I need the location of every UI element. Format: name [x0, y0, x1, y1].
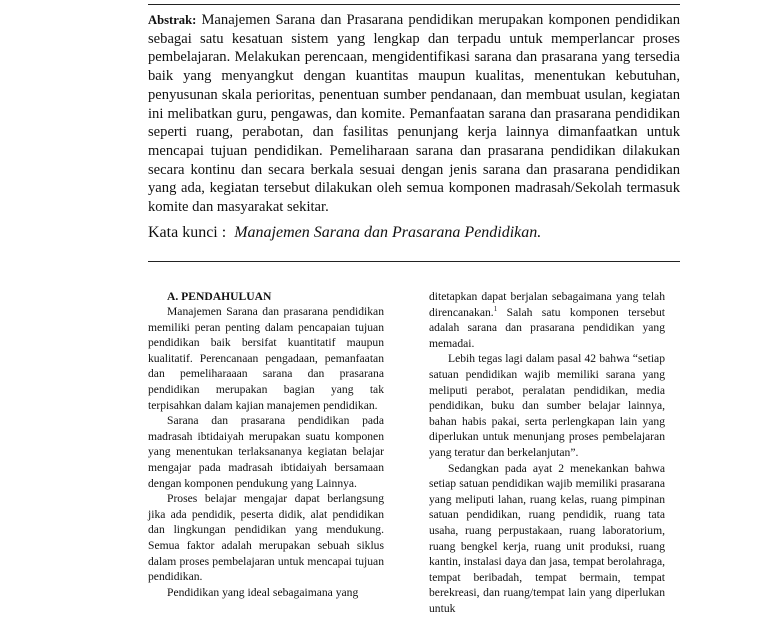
paragraph: Pendidikan yang ideal sebagaimana yang [167, 585, 359, 599]
bottom-rule [148, 261, 680, 262]
footnote-mark: 1 [493, 304, 498, 313]
paragraph: Manajemen Sarana dan prasarana pendidikan memiliki peran penting dalam pencapaian tujuan pendidikan baik bersifat kuantitatif maupun kualitatif. Perencanaan pengadaan, pemanfaatan dan pemeliharaaan sarana dan prasarana pendidikan merupakan bagian yang tak terpisahkan dalam kajian manajemen pendidikan. [148, 305, 384, 412]
section-heading: A. PENDAHULUAN [167, 290, 272, 303]
top-rule [148, 4, 680, 5]
paragraph-text: Salah satu komponen tersebut adalah sarana dan prasarana pendidikan yang memadai. [429, 305, 665, 350]
paragraph: Sarana dan prasarana pendidikan pada madrasah ibtidaiyah merupakan suatu komponen yang menentukan terlaksananya kegiatan belajar mengajar pada madrasah ibtidaiyah bersamaan dengan komponen pendukung yang Lainnya. [148, 414, 384, 490]
keywords-text: Manajemen Sarana dan Prasarana Pendidikan. [234, 224, 542, 241]
paragraph: Lebih tegas lagi dalam pasal 42 bahwa “setiap satuan pendidikan wajib memiliki sarana yang meliputi perabot, peralatan pendidikan, media pendidikan, buku dan sumber belajar lainnya, bahan habis pakai, serta perlengkapan lain yang diperlukan untuk menunjang proses pembelajaran yang teratur dan berkelanjutan”. [429, 352, 665, 459]
keywords-label: Kata kunci : [148, 224, 227, 241]
right-column [429, 289, 665, 616]
keywords [148, 223, 680, 243]
paragraph: Sedangkan pada ayat 2 menekankan bahwa setiap satuan pendidikan wajib memiliki prasarana yang meliputi lahan, ruang kelas, ruang pimpinan satuan pendidikan, ruang pendidik, ruang tata usaha, ruang perpustakaan, ruang laboratorium, ruang bengkel kerja, ruang unit produksi, ruang kantin, instalasi daya dan jasa, tempat berolahraga, tempat beribadah, tempat bermain, tempat berekreasi, dan ruang/tempat lain yang diperlukan untuk [429, 461, 665, 615]
paragraph [429, 289, 665, 351]
paragraph-text: ditetapkan dapat berjalan sebagaimana yang telah direncanakan. [429, 290, 665, 319]
abstract-label: Abstrak: [148, 13, 197, 27]
abstract-text: Manajemen Sarana dan Prasarana pendidikan merupakan komponen pendidikan sebagai satu kesatuan sistem yang lengkap dan terpadu untuk memperlancar proses pembelajaran. Melakukan perencaan, mengidentifikasi sarana dan prasarana yang tersedia baik yang menyangkut dengan kuantitas maupun kualitas, menentukan kebutuhan, penyusunan skala perioritas, penentuan sumber pendanaan, dan membuat usulan, kegiatan ini melibatkan guru, pengawas, dan komite. Pemanfaatan sarana dan prasarana pendidikan seperti ruang, perabotan, dan fasilitas penunjang kerja lainnya dimanfaatkan untuk mencapai tujuan pendidikan. Pemeliharaan sarana dan prasarana pendidikan dilakukan secara kontinu dan secara berkala sesuai dengan jenis sarana dan prasarana pendidikan yang ada, kegiatan tersebut dilakukan oleh semua komponen madrasah/Sekolah termasuk komite dan masyarakat sekitar. [148, 12, 680, 216]
left-column [148, 289, 384, 600]
abstract [148, 11, 680, 217]
paragraph: Proses belajar mengajar dapat berlangsung jika ada pendidik, peserta didik, alat pendidikan dan lingkungan pendidikan yang mendukung. Semua faktor adalah merupakan sebuah siklus dalam proses pembelajaran untuk mencapai tujuan pendidikan. [148, 492, 384, 584]
